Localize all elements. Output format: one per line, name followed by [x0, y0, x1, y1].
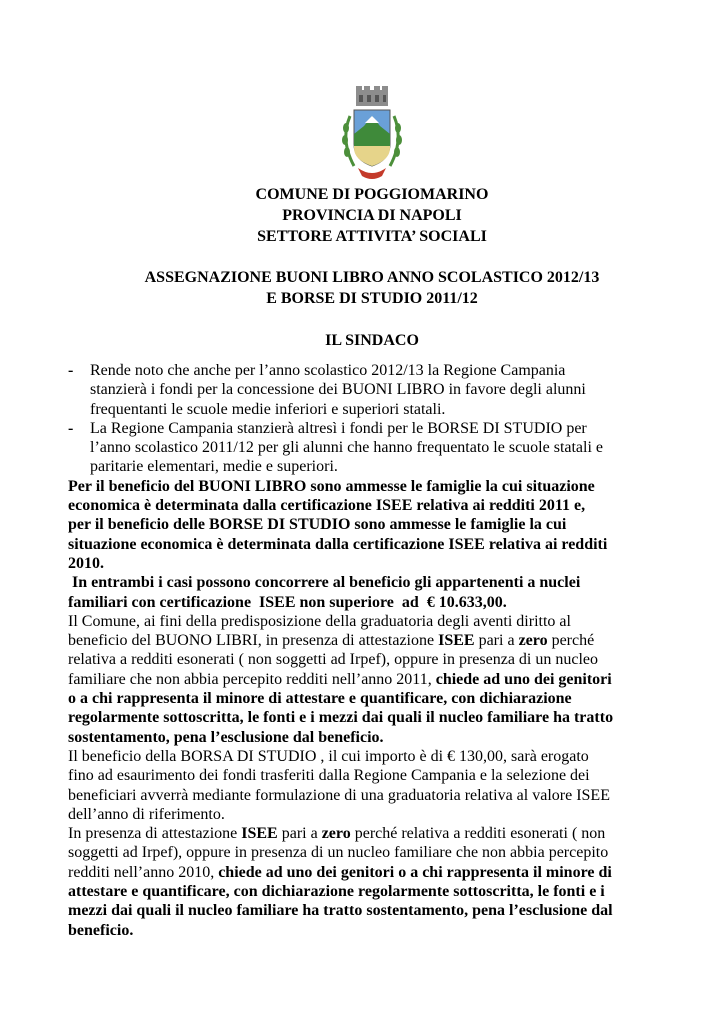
notice-bullets: [68, 361, 676, 477]
text-run: perché relativa a redditi esonerati ( non: [350, 825, 606, 843]
text-run-bold: ISEE: [438, 632, 475, 650]
bullet-line: stanzierà i fondi per la concessione dei BUONI LIBRO in favore degli alunni: [90, 381, 586, 399]
issuer-heading: [68, 184, 676, 247]
subject-heading: [68, 267, 676, 309]
paragraph-line: economica è determinata dalla certificazione ISEE relativa ai redditi 2011 e,: [68, 497, 586, 515]
paragraph-line: relativa a redditi esonerati ( non soggetti ad Irpef), oppure in presenza di un nucleo: [68, 651, 599, 669]
buoni-libro-paragraph: [68, 612, 676, 747]
paragraph-line: o a chi rappresenta il minore di attestare e quantificare, con dichiarazione: [68, 690, 572, 708]
paragraph-line: attestare e quantificare, con dichiarazione regolarmente sottoscritta, le fonti e i: [68, 883, 605, 901]
paragraph-line: Il beneficio della BORSA DI STUDIO , il cui importo è di € 130,00, sarà erogato: [68, 747, 589, 765]
text-run: beneficio del BUONO LIBRI, in presenza di attestazione: [68, 632, 439, 650]
text-run: perché: [547, 632, 595, 650]
paragraph-line: [68, 863, 676, 882]
subject-line-1: ASSEGNAZIONE BUONI LIBRO ANNO SCOLASTICO 2012/13: [144, 269, 600, 286]
paragraph-line: situazione economica è determinata dalla certificazione ISEE relativa ai redditi: [68, 535, 608, 553]
paragraph-line: familiari con certificazione ISEE non superiore ad € 10.633,00.: [68, 593, 507, 611]
isee-threshold-paragraph: [68, 573, 676, 612]
paragraph-line: sostentamento, pena l’esclusione dal beneficio.: [68, 728, 384, 746]
text-run-bold: ISEE: [241, 825, 278, 843]
text-run: In presenza di attestazione: [68, 825, 242, 843]
coat-of-arms-icon: [334, 86, 410, 184]
text-run: pari a: [474, 632, 519, 650]
heading-comune: COMUNE DI POGGIOMARINO: [255, 186, 489, 203]
paragraph-line: regolarmente sottoscritta, le fonti e i mezzi dai quali il nucleo familiare ha tratto: [68, 709, 614, 727]
borsa-studio-paragraph: [68, 747, 676, 824]
paragraph-line: mezzi dai quali il nucleo familiare ha tratto sostentamento, pena l’esclusione dal: [68, 902, 613, 920]
document-page: [68, 86, 676, 940]
bullet-item: [68, 361, 676, 419]
paragraph-line: fino ad esaurimento dei fondi trasferiti dalla Regione Campania e la selezione dei: [68, 767, 590, 785]
paragraph-line: Il Comune, ai fini della predisposizione della graduatoria degli aventi diritto al: [68, 612, 571, 630]
text-run: pari a: [277, 825, 322, 843]
paragraph-line: In entrambi i casi possono concorrere al beneficio gli appartenenti a nuclei: [68, 574, 581, 592]
paragraph-line: [68, 670, 676, 689]
paragraph-line: beneficio.: [68, 921, 134, 939]
bullet-line: paritarie elementari, medie e superiori.: [90, 458, 338, 476]
bullet-line: l’anno scolastico 2011/12 per gli alunni che hanno frequentato le scuole statali e: [90, 439, 604, 457]
bullet-line: La Regione Campania stanzierà altresì i fondi per le BORSE DI STUDIO per: [90, 419, 587, 437]
author-line: IL SINDACO: [325, 332, 419, 349]
paragraph-line: beneficiari avverrà mediante formulazione di una graduatoria relativa al valore ISEE: [68, 786, 610, 804]
paragraph-line: Per il beneficio del BUONI LIBRO sono ammesse le famiglie la cui situazione: [68, 477, 595, 495]
bullet-dash: -: [68, 362, 74, 379]
paragraph-line: soggetti ad Irpef), oppure in presenza di un nucleo familiare che non abbia percepito: [68, 844, 609, 862]
paragraph-line: [68, 824, 676, 843]
text-run-bold: zero: [321, 825, 351, 843]
author-heading: [68, 330, 676, 351]
text-run: redditi nell’anno 2010,: [68, 863, 219, 881]
text-run-bold: chiede ad uno dei genitori: [435, 670, 612, 688]
text-run-bold: chiede ad uno dei genitori o a chi rappresenta il minore di: [218, 863, 612, 881]
bullet-line: frequentanti le scuole medie inferiori e superiori statali.: [90, 400, 446, 418]
bullet-item: [68, 419, 676, 477]
bullet-dash: -: [68, 419, 74, 437]
paragraph-line: 2010.: [68, 554, 104, 572]
paragraph-line: [68, 631, 676, 650]
heading-settore: SETTORE ATTIVITA’ SOCIALI: [257, 228, 487, 245]
eligibility-paragraph: [68, 477, 676, 573]
text-run: familiare che non abbia percepito redditi nell’anno 2011,: [68, 670, 436, 688]
bullet-line: Rende noto che anche per l’anno scolastico 2012/13 la Regione Campania: [90, 362, 566, 379]
isee-zero-paragraph: [68, 824, 676, 940]
text-run-bold: zero: [518, 632, 548, 650]
subject-line-2: E BORSE DI STUDIO 2011/12: [266, 290, 478, 307]
paragraph-line: dell’anno di riferimento.: [68, 805, 225, 823]
paragraph-line: per il beneficio delle BORSE DI STUDIO sono ammesse le famiglie la cui: [68, 516, 567, 534]
heading-provincia: PROVINCIA DI NAPOLI: [282, 207, 462, 224]
